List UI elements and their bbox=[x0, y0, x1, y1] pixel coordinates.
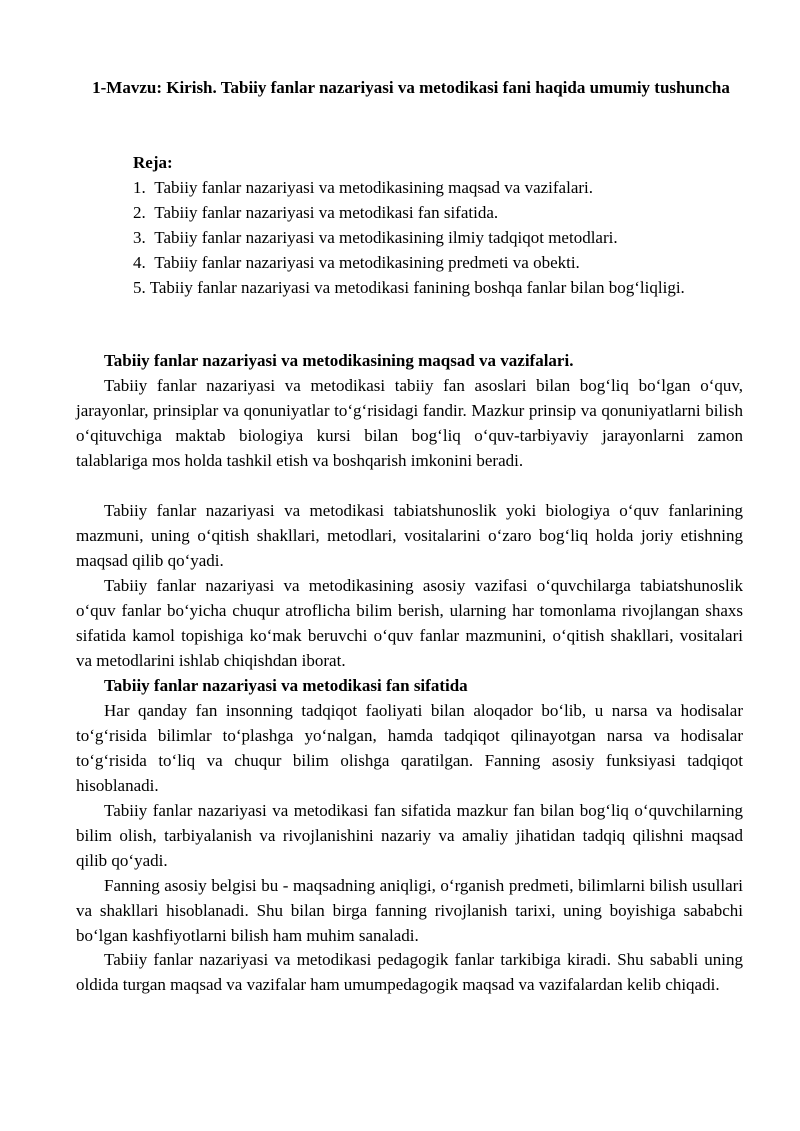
plan-list bbox=[133, 175, 743, 275]
plan-item: 2. Tabiiy fanlar nazariyasi va metodikasi fan sifatida. bbox=[133, 203, 499, 222]
paragraph: Fanning asosiy belgisi bu - maqsadning aniqligi, o‘rganish predmeti, bilimlarni bilish usullari va shakllari hisoblanadi. Shu bilan birga fanning rivojlanish tarixi, uning boyishiga sababchi bo‘lgan kashfiyotlarni bilish ham muhim sanaladi. bbox=[76, 876, 743, 945]
plan-item: 5. Tabiiy fanlar nazariyasi va metodikasi fanining boshqa fanlar bilan bog‘liqligi. bbox=[133, 278, 685, 297]
plan-item: 4. Tabiiy fanlar nazariyasi va metodikasining predmeti va obekti. bbox=[133, 253, 580, 272]
plan-label: Reja: bbox=[133, 153, 173, 172]
plan-item: 1. Tabiiy fanlar nazariyasi va metodikasining maqsad va vazifalari. bbox=[133, 178, 593, 197]
paragraph: Tabiiy fanlar nazariyasi va metodikasining asosiy vazifasi o‘quvchilarga tabiatshunoslik o‘quv fanlar bo‘yicha chuqur atroflicha bilim berish, ularning har tomonlama rivojlangan shaxs sifatida kamol topishiga ko‘mak beruvchi o‘quv fanlar mazmunini, o‘qitish shakllari, vositalari va metodlarini ishlab chiqishdan iborat. bbox=[76, 576, 743, 670]
paragraph: Tabiiy fanlar nazariyasi va metodikasi fan sifatida mazkur fan bilan bog‘liq o‘quvchilarning bilim olish, tarbiyalanish va rivojlanishini nazariy va amaliy jihatidan tadqiq qilishni maqsad qilib qo‘yadi. bbox=[76, 801, 743, 870]
paragraph: Tabiiy fanlar nazariyasi va metodikasi tabiatshunoslik yoki biologiya o‘quv fanlarining mazmuni, uning o‘qitish shakllari, metodlari, vositalarini o‘zaro bog‘liq holda joriy etishning maqsad qilib qo‘yadi. bbox=[76, 501, 743, 570]
paragraph: Tabiiy fanlar nazariyasi va metodikasi pedagogik fanlar tarkibiga kiradi. Shu sababli uning oldida turgan maqsad va vazifalar ham umumpedagogik maqsad va vazifalardan kelib chiqadi. bbox=[76, 950, 743, 994]
section-heading: Tabiiy fanlar nazariyasi va metodikasining maqsad va vazifalari. bbox=[104, 351, 574, 370]
paragraph: Tabiiy fanlar nazariyasi va metodikasi tabiiy fan asoslari bilan bog‘liq bo‘lgan o‘quv, jarayonlar, prinsiplar va qonuniyatlar to‘g‘risidagi fandir. Mazkur prinsip va qonuniyatlarni bilish o‘qituvchiga maktab biologiya kursi bilan bog‘liq o‘quv-tarbiyaviy jarayonlarni zamon talablariga mos holda tashkil etish va boshqarish imkonini beradi. bbox=[76, 376, 743, 470]
page-title: 1-Mavzu: Kirish. Tabiiy fanlar nazariyasi va metodikasi fani haqida umumiy tushuncha bbox=[92, 78, 730, 97]
paragraph: Har qanday fan insonning tadqiqot faoliyati bilan aloqador bo‘lib, u narsa va hodisalar to‘g‘risida bilimlar to‘plashga yo‘nalgan, hamda tadqiqot qilinayotgan narsa va hodisalar to‘g‘risida to‘liq va chuqur bilim olishga qaratilgan. Fanning asosiy funksiyasi tadqiqot hisoblanadi. bbox=[76, 701, 743, 795]
plan-item: 3. Tabiiy fanlar nazariyasi va metodikasining ilmiy tadqiqot metodlari. bbox=[133, 228, 618, 247]
section-heading: Tabiiy fanlar nazariyasi va metodikasi fan sifatida bbox=[104, 676, 468, 695]
